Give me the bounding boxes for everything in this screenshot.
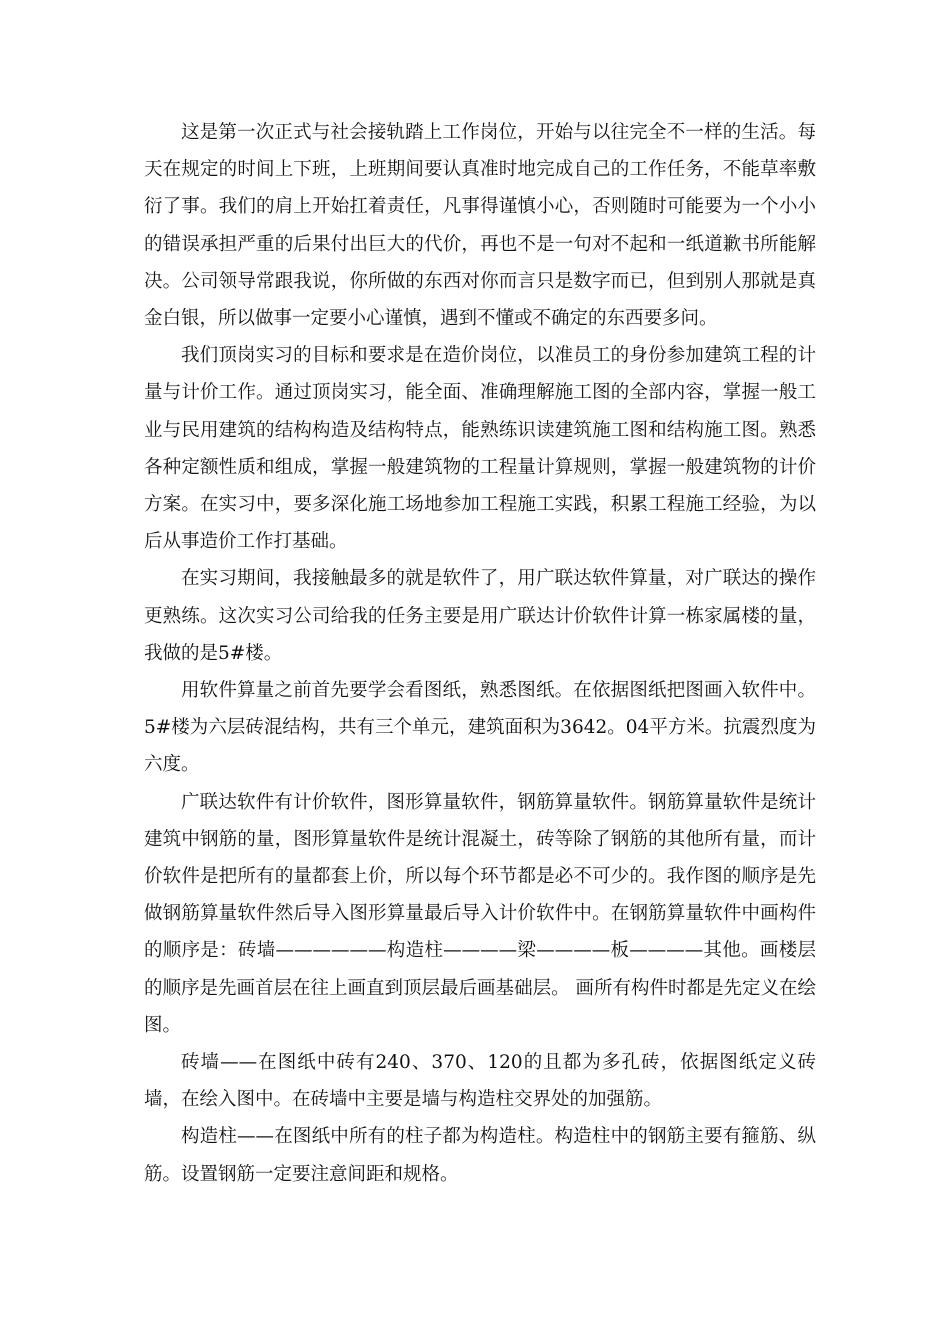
paragraph-1: 这是第一次正式与社会接轨踏上工作岗位，开始与以往完全不一样的生活。每天在规定的时间上下班，上班期间要认真准时地完成自己的工作任务，不能草率敷衍了事。我们的肩上开始扛着责任，凡事得谨慎小心，否则随时可能要为一个小小的错误承担严重的后果付出巨大的代价，再也不是一句对不起和一纸道歉书所能解决。公司领导常跟我说，你所做的东西对你而言只是数字而已，但到别人那就是真金白银，所以做事一定要小心谨慎，遇到不懂或不确定的东西要多问。 bbox=[144, 122, 816, 330]
document-body bbox=[144, 114, 816, 1193]
paragraph-4: 用软件算量之前首先要学会看图纸，熟悉图纸。在依据图纸把图画入软件中。5#楼为六层砖混结构，共有三个单元，建筑面积为3642。04平方米。抗震烈度为六度。 bbox=[144, 680, 816, 776]
paragraph-5: 广联达软件有计价软件，图形算量软件，钢筋算量软件。钢筋算量软件是统计建筑中钢筋的量，图形算量软件是统计混凝土，砖等除了钢筋的其他所有量，而计价软件是把所有的量都套上价，所以每个环节都是必不可少的。我作图的顺序是先做钢筋算量软件然后导入图形算量最后导入计价软件中。在钢筋算量软件中画构件的顺序是：砖墙——————构造柱————梁————板————其他。画楼层的顺序是先画首层在往上画直到顶层最后画基础层。 画所有构件时都是先定义在绘图。 bbox=[144, 791, 816, 1036]
paragraph-6: 砖墙——在图纸中砖有240、370、120的且都为多孔砖，依据图纸定义砖墙，在绘入图中。在砖墙中主要是墙与构造柱交界处的加强筋。 bbox=[144, 1052, 816, 1111]
paragraph-2: 我们顶岗实习的目标和要求是在造价岗位，以准员工的身份参加建筑工程的计量与计价工作。通过顶岗实习，能全面、准确理解施工图的全部内容，掌握一般工业与民用建筑的结构构造及结构特点，能熟练识读建筑施工图和结构施工图。熟悉各种定额性质和组成，掌握一般建筑物的工程量计算规则，掌握一般建筑物的计价方案。在实习中，要多深化施工场地参加工程施工实践，积累工程施工经验，为以后从事造价工作打基础。 bbox=[144, 345, 816, 553]
paragraph-3: 在实习期间，我接触最多的就是软件了，用广联达软件算量，对广联达的操作更熟练。这次实习公司给我的任务主要是用广联达计价软件计算一栋家属楼的量，我做的是5#楼。 bbox=[144, 568, 816, 664]
paragraph-7: 构造柱——在图纸中所有的柱子都为构造柱。构造柱中的钢筋主要有箍筋、纵筋。设置钢筋一定要注意间距和规格。 bbox=[144, 1126, 816, 1185]
